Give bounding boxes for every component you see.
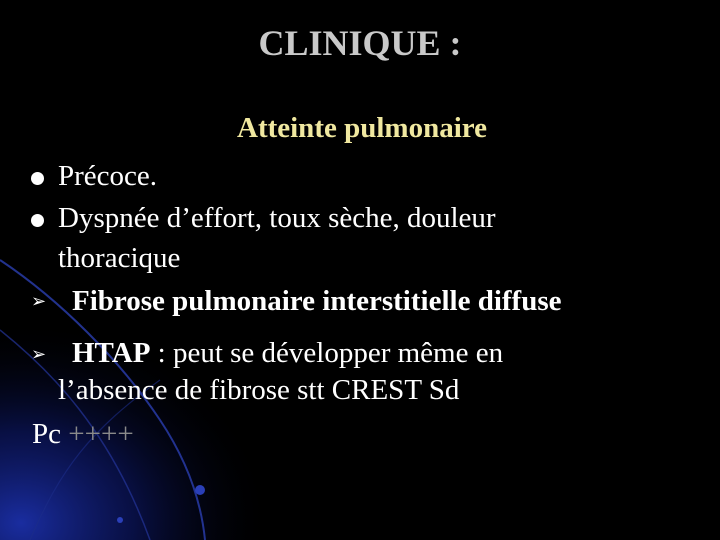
bullet-continuation: l’absence de fibrose stt CREST Sd: [58, 374, 460, 406]
bullet-text: Fibrose pulmonaire interstitielle diffuse: [72, 285, 562, 317]
arrow-bullet-icon: ➢: [31, 344, 47, 365]
bullet-text: Dyspnée d’effort, toux sèche, douleur: [58, 202, 496, 234]
decorative-dot-icon: [195, 485, 205, 495]
bullet-bold-text: HTAP: [72, 337, 151, 369]
bullet-text: Précoce.: [58, 160, 158, 192]
pc-plus: ++++: [68, 418, 134, 450]
bullet-rest-text: : peut se développer même en: [150, 337, 504, 369]
slide-title: CLINIQUE :: [258, 23, 462, 63]
bullet-dot-icon: [31, 172, 44, 185]
pc-label: [32, 418, 134, 451]
bullet-text: [72, 337, 503, 370]
slide-subtitle: Atteinte pulmonaire: [237, 112, 487, 144]
arrow-bullet-icon: ➢: [31, 291, 47, 312]
pc-text: Pc: [32, 418, 61, 450]
bullet-continuation: thoracique: [58, 242, 181, 274]
bullet-dot-icon: [31, 214, 44, 227]
